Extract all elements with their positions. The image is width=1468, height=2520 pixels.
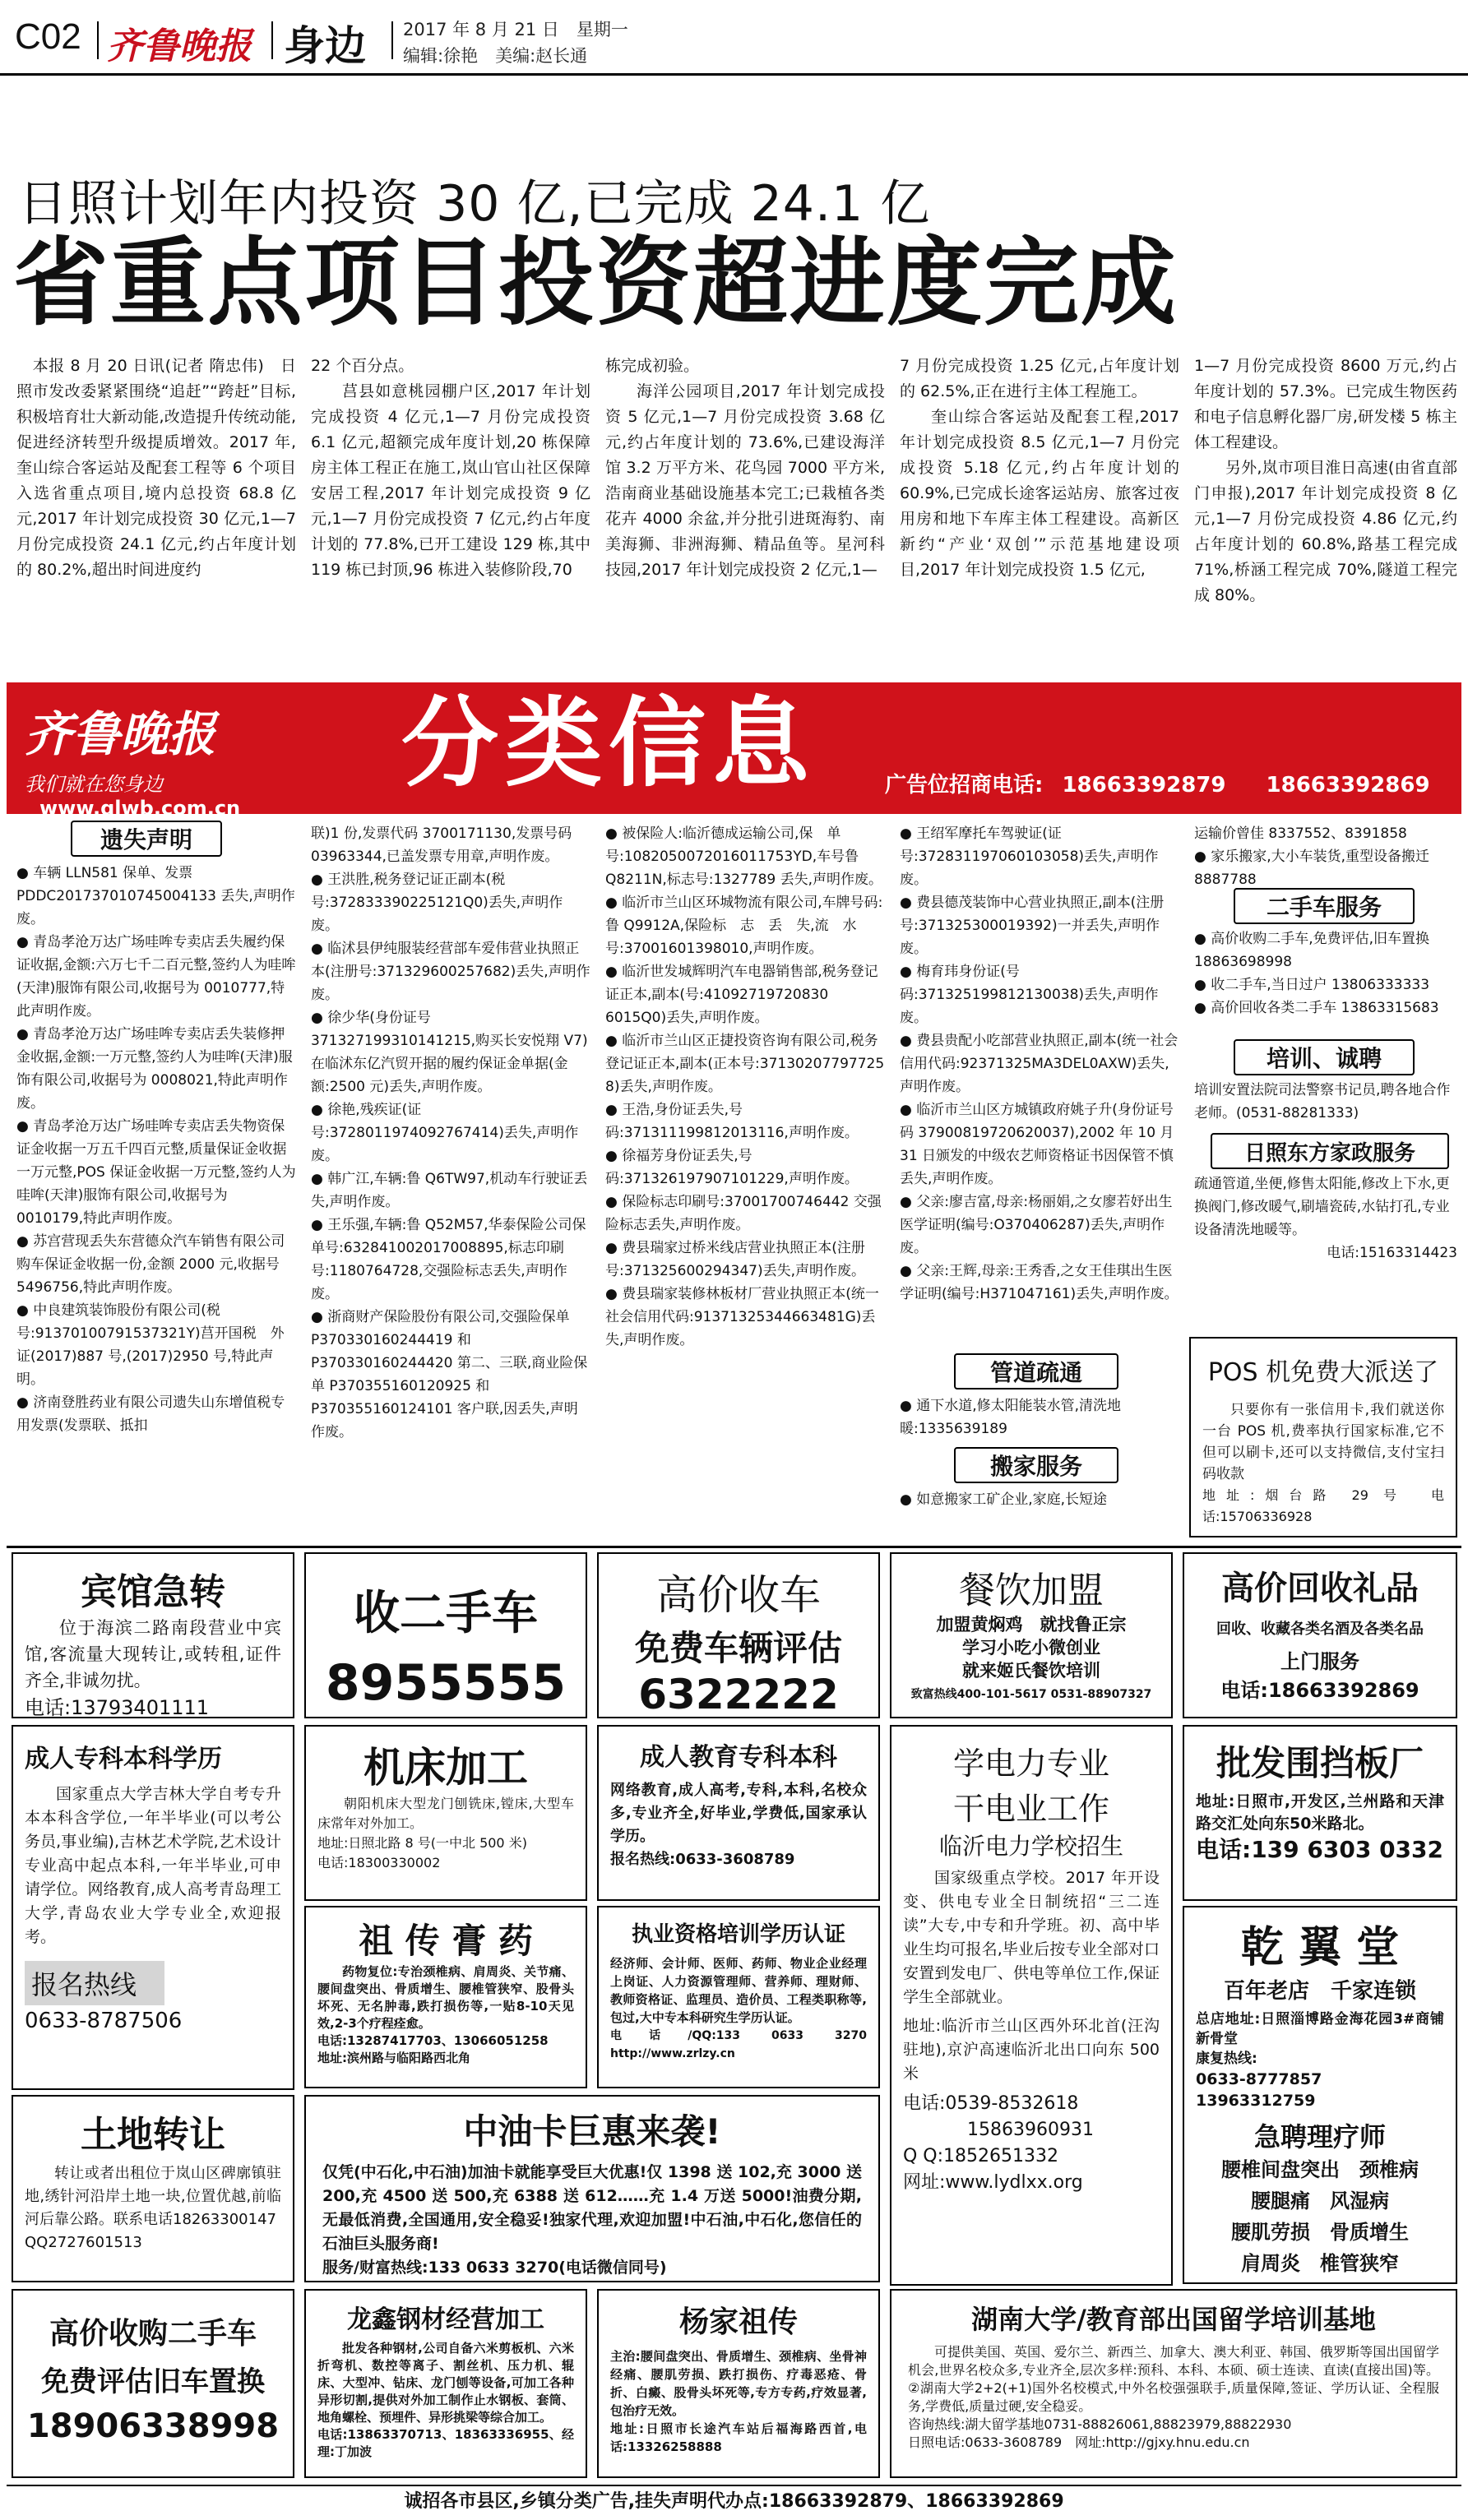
banner-slogan: 我们就在您身边 (25, 773, 163, 796)
notice-item: ● 中良建筑装饰股份有限公司(税号:913701007915373​21Y)莒开国税 外证(2017)887 号,(2017)2950 号,特此声明。 (16, 1302, 285, 1388)
notice-item: ● 被保险人:临沂德成运输公司,保 单 号:1082050072016011753YD,车号鲁 Q8211N,标志号:1327789 丢失,声明作废。 (605, 825, 883, 888)
notice-item: ● 车辆 LLN581 保单、发票 PDDC201737010745004133 丢失,声明作废。 (16, 865, 295, 927)
article-paragraph: 1—7 月份完成投资 8600 万元,约占年度计划的 57.3%。已完成生物医药和电子信息孵化器厂房,研发楼 5 栋主体工程建设。 (1194, 357, 1457, 451)
banner-hotline (885, 768, 1430, 798)
notice-item: ● 费县贵配小吃部营业执照正,副本(统一社会信用代码:92371325MA3DEL0AXW)丢失,声明作废。 (900, 1033, 1179, 1095)
notice-item: ● 临沂世发城辉明汽车电器销售部,税务登记证正本,副本(号:41092719720830​6015Q0)丢失,声明作废。 (605, 964, 878, 1026)
article-paragraph: 莒县如意桃园棚户区,2017 年计划完成投资 4 亿元,1—7 月份完成投资 6.1 亿元,超额完成年度计划,20 栋保障房主体工程正在施工,岚山官山社区保障安居工程,2017 年计划完成投资 9 亿元,1—7 月份完成投资 7 亿元,约占年度计划的 77.8%,已开工建设 129 栋,其中 119 栋已封顶,96 栋进入装修阶段,70 (311, 382, 590, 579)
housekeeping-heading: 日照东方家政服务 (1211, 1133, 1449, 1169)
pos-title: POS 机免费大派送了 (1207, 1358, 1439, 1387)
banner-title: 分类信息 (401, 687, 817, 800)
notice-item: ● 王浩,身份证丢失,号码:37131119981201311​6,声明作废。 (605, 1102, 859, 1141)
pos-addr: 地址:烟台路 29 号 电话:15706336928 (1202, 1487, 1444, 1524)
notice-item: ● 临沂市兰山区正捷投资咨询有限公司,税务登记证正本,副本(正本号:37130207797725​8)丢失,声明作废。 (605, 1033, 885, 1095)
notice-item: ● 浙商财产保险股份有限公司,交强险保单 P370330160244419 和 P370330160244420 第二、三联,商业险保单 P370355160120925 和 P370355160124101 客户联,因丢失,声明作废。 (311, 1309, 588, 1440)
hotline-phone-1: 18663392879 (1062, 773, 1226, 798)
lost-heading: 遗失声明 (71, 821, 222, 857)
section-name: 身边 (284, 22, 366, 70)
notice-item: ● 苏宫营现丢失东营德众汽车销售有限公司购车保证金收据一份,金额 2000 元,收据号 5496756,特此声明作废。 (16, 1233, 285, 1296)
article-title: 省重点项目投资超进度完成 (13, 228, 1178, 339)
newspaper-logo: 齐鲁晚报 (107, 25, 252, 67)
article-paragraph: 22 个百分点。 (311, 357, 414, 375)
ad-qualification: 执业资格培训学历认证 经济师、会计师、医师、药师、物业企业经理上岗证、人力资源管理师、营养师、理财师、教师资格证、监理员、造价员、工程类职称等,包过,大中专本科研究生学历认证。 电话/QQ:133 0633 3270 http://www.zrlzy.cn (597, 1906, 880, 2088)
classified-column (605, 822, 885, 1546)
masthead-divider (97, 21, 99, 59)
used-car-list: ● 高价收购二手车,免费评估,旧车置换 18863698998 ● 收二手车,当日过户 13806333333 ● 高价回收各类二手车 13863315683 (1194, 931, 1439, 1016)
article-paragraph: 栋完成初验。 (605, 357, 700, 375)
article-column (605, 354, 885, 682)
article-paragraph: 另外,岚市项目淮日高速(由省直部门申报),2017 年计划完成投资 8 亿元,1—7 月份完成投资 4.86 亿元,约占年度计划的 60.8%,路基工程完成 71%,桥涵工程完成 70%,隧道工程完成 80%。 (1194, 459, 1457, 604)
training-text: 培训安置法院司法警察书记员,聘各地合作老师。(0531-88281333) (1194, 1082, 1451, 1121)
notice-item: ● 梅育玮身份证(号码:37132519981213003​8)丢失,声明作废。 (900, 964, 1159, 1026)
masthead (0, 0, 1468, 76)
hotline-label: 广告位招商电话: (885, 773, 1044, 798)
notice-item: 联)1 份,发票代码 3700171130,发票号码 03963344,已盖发票专用章,声明作废。 (311, 825, 572, 865)
moving-heading: 搬家服务 (954, 1447, 1118, 1483)
ad-power-school: 学电力专业 干电业工作 临沂电力学校招生 国家级重点学校。2017 年开设变、供电专业全日制统招“三二连读”大专,中专和升学班。初、高中毕业生均可报名,毕业后按专业全部对口安置到发电厂、供电等单位工作,保证学生全部就业。 地址:临沂市兰山区西外环北首(汪沟驻地),京沪高速临沂北出口向东 500 米 电话:0539-8532618 15863960931 Q Q:1852651332 网址:www.lydlxx.org (890, 1725, 1173, 2286)
ad-fence: 批发围挡板厂 地址:日照市,开发区,兰州路和天津路交汇处向东50米路北。 电话:139 6303 0332 (1183, 1725, 1457, 1901)
notice-item: ● 王绍军摩托车驾驶证(证号:37283119706010​3058)丢失,声明作废。 (900, 825, 1159, 888)
notice-item: ● 王洪胜,税务登记证正副本(税号:37283339022512​1Q0)丢失,声明作废。 (311, 872, 563, 934)
notice-item: ● 费县瑞家过桥米线店营业执照正本(注册号:371325600294347)丢失,声明作废。 (605, 1240, 866, 1279)
notice-item: ● 韩广江,车辆:鲁 Q6TW97,机动车行驶证丢失,声明作废。 (311, 1171, 588, 1210)
editors: 编辑:徐艳 美编:赵长通 (403, 46, 588, 66)
hotline-phone-2: 18663392869 (1266, 773, 1430, 798)
notice-item: ● 徐艳,残疾证(证号:37280119740927674​14)丢失,声明作废。 (311, 1102, 579, 1164)
ad-gifts: 高价回收礼品 回收、收藏各类名酒及各类名品 上门服务 电话:18663392869 (1183, 1552, 1457, 1718)
notice-item: ● 父亲:王辉,母亲:王秀香,之女王佳琪出生医学证明(编号:H371047161)丢失,声明作废。 (900, 1263, 1179, 1302)
notice-item: ● 青岛孝沧万达广场哇哞专卖店丢失物资保证金收据一万五千四百元整,质量保证金收据一万元整,POS 保证金收据一万元整,签约人为哇哞(天津)服饰有限公司,收据号为 0010179,特此声明作废。 (16, 1118, 296, 1227)
notice-item: ● 临沭县伊纯服装经营部车爱伟营业执照正本(注册号:371329600257682)丢失,声明作废。 (311, 941, 590, 1003)
ad-catering: 餐饮加盟 加盟黄焖鸡 就找鲁正宗 学习小吃小微创业 就来姬氏餐饮培训 致富热线400-101-5617 0531-88907327 (890, 1552, 1173, 1718)
ad-land: 土地转让 转让或者出租位于岚山区碑廓镇驻地,绣针河沿岸土地一块,位置优越,前临河后靠公路。联系电话18263300147 QQ2727601513 (12, 2095, 294, 2282)
banner-logo: 齐鲁晚报 (25, 706, 216, 762)
notice-item: ● 济南登胜药业有限公司遗失山东增值税专用发票(发票联、抵扣 (16, 1394, 285, 1434)
ad-machine: 机床加工 朝阳机床大型龙门刨铣床,镗床,大型车床常年对外加工。 地址:日照北路 8 号(一中北 500 米) 电话:18300330002 (304, 1725, 587, 1901)
moving-text: ● 如意搬家工矿企业,家庭,长短途 (900, 1491, 1108, 1508)
notice-item: ● 徐少华(身份证号 371327199310141215,购买长安悦翔 V7)在临沭东亿汽贸开据的履约保证金单据(金额:2500 元)丢失,声明作废。 (311, 1010, 588, 1095)
training-heading: 培训、诚聘 (1234, 1039, 1415, 1075)
notice-item: ● 徐福芳身份证丢失,号码:37132619790710122​9,声明作废。 (605, 1148, 859, 1187)
ad-yang-family: 杨家祖传 主治:腰间盘突出、骨质增生、颈椎病、坐骨神经痛、腰肌劳损、跌打损伤、疗毒恶疮、骨折、白癜、股骨头坏死等,专方专药,疗效显著,包治疗无效。 地址:日照市长途汽车站后福海路西首,电话:13326258888 (597, 2289, 880, 2478)
masthead-divider (391, 21, 393, 59)
notice-item: ● 费县德茂装饰中心营业执照正,副本(注册号:371325300019392)一并丢失,声明作废。 (900, 895, 1165, 957)
notice-item: ● 父亲:廖吉富,母亲:杨丽娟,之女廖若妤出生医学证明(编号:O370406287)丢失,声明作废。 (900, 1194, 1173, 1256)
ad-steel: 龙鑫钢材经营加工 批发各种钢材,公司自备六米剪板机、六米折弯机、数控等离子、割丝机、压力机、辊床、大型冲、钻床、龙门刨等设备,可加工各种异形切割,提供对外加工制作止水钢板、套筒、地角螺栓、预埋件、异形挑梁等综合加工。 电话:13863370713、18363336955、经理:丁加波 (304, 2289, 587, 2478)
pos-body: 只要你有一张信用卡,我们就送你一台 POS 机,费率执行国家标准,它不但可以刷卡,还可以支持微信,支付宝扫码收款 (1202, 1402, 1444, 1482)
classified-column: 运输价曾佳 8337552、8391858 ● 家乐搬家,大小车装货,重型设备搬迁 8887788 (1194, 825, 1430, 888)
notice-item: ● 王乐强,车辆:鲁 Q52M57,华泰保险公司保单号:63284100​2017008895,标志印刷号:1180764728,交强险标志丢失,声明作废。 (311, 1217, 586, 1302)
ad-hunan-university: 湖南大学/教育部出国留学培训基地 可提供美国、英国、爱尔兰、新西兰、加拿大、澳大利亚、韩国、俄罗斯等国出国留学机会,世界名校众多,专业齐全,层次多样:预科、本科、本硕、硕士连读、直读(直接出国)等。②湖南大学2+2(+1)国外名校模式,中外名校强强联手,质量保障,签证、学历认证、全程服务,学费低,质量过硬,安全稳妥。 咨询热线:湖大留学基地0731-88826061,88823979,88822930 日照电话:0633-3608789 网址:http://gjxy.hnu.edu.cn (890, 2289, 1457, 2478)
ad-adult-edu: 成人专科本科学历 国家重点大学吉林大学自考专升本本科含学位,一年半毕业(可以考公务员,事业编),吉林艺术学院,艺术设计专业高中起点本科,一年半毕业,可申请学位。网络教育,成人高考青岛理工大学,青岛农业大学专业全,欢迎报考。 报名热线 0633-8787506 (12, 1725, 294, 2090)
pipe-text: ● 通下水道,修太阳能装水管,清洗地暖:13356​39189 (900, 1398, 1122, 1437)
housekeeping-text: 疏通管道,坐便,修售太阳能,修改上下水,更换阀门,修改暖气,刷墙瓷砖,水钻打孔,专业设备清洗地暖等。 电话:15163314423 (1194, 1176, 1457, 1261)
banner-url: www.qlwb.com.cn (39, 797, 241, 820)
pipe-heading: 管道疏通 (954, 1353, 1118, 1389)
ad-used-car: 收二手车 8955555 (304, 1552, 587, 1718)
article-paragraph: 海洋公园项目,2017 年计划完成投资 5 亿元,1—7 月份完成投资 3.68 亿元,约占年度计划的 73.6%,已建设海洋馆 3.2 万平方米、花鸟园 7000 平方米,浩南商业基础设施基本完工;已栽植各类花卉 4000 余盆,并分批引进斑海豹、南美海狮、非洲海狮、精品鱼等。星河科技园,2017 年计划完成投资 2 亿元,1— (605, 382, 885, 579)
section-divider (7, 1546, 1461, 1548)
used-car-heading: 二手车服务 (1234, 888, 1415, 924)
article-column (900, 354, 1179, 682)
article-paragraph: 本报 8 月 20 日讯(记者 隋忠伟) 日照市发改委紧紧围绕“追赶”“跨赶”目标,积极培育壮大新动能,改造提升传统动能,促进经济转型升级提质增效。2017 年,奎山综合客运站及配套工程等 6 个项目入选省重点项目,境内总投资 68.8 亿元,2017 年计划完成投资 30 亿元,1—7 月份完成投资 24.1 亿元,约占年度计划的 80.2%,超出时间进度约 (16, 357, 296, 579)
notice-item: ● 临沂市兰山区环城物流有限公司,车牌号码:鲁 Q9912A,保险标 志 丢 失,流 水 号:37001601398010,声明作废。 (605, 895, 883, 957)
hotline-phone: 0633-8787506 (25, 2009, 183, 2033)
footer-text: 诚招各市县区,乡镇分类广告,挂失声明代办点:18663392879、18663392869 (404, 2491, 1064, 2512)
ad-used-car-2: 高价收购二手车 免费评估旧车置换 18906338998 (12, 2289, 294, 2478)
ad-oil-card: 中油卡巨惠来袭! 仅凭(中石化,中石油)加油卡就能享受巨大优惠!仅 1398 送 102,充 3000 送 200,充 4500 送 500,充 6388 送 612……充 1.4 万送 5000!油费分期,无最低消费,全国通用,安全稳妥!独家代理,欢迎加盟!中石油,中石化,您信任的石油巨头服务商! 服务/财富热线:133 0633 3270(电话微信同号) (304, 2095, 880, 2282)
notice-item: ● 保险标志印刷号:37001700746442 交强险标志丢失,声明作废。 (605, 1194, 882, 1233)
hotline-label: 报名热线 (25, 1961, 164, 2005)
article-column (311, 354, 590, 682)
article-paragraph: 奎山综合客运站及配套工程,2017 年计划完成投资 8.5 亿元,1—7 月份完成投资 5.18 亿元,约占年度计划的 60.9%,已完成长途客运站房、旅客过夜用房和地下车库主体工程建设。高新区新约“产业‘双创’”示范基地建设项目,2017 年计划完成投资 1.5 亿元, (900, 408, 1179, 579)
banner-logo-box (25, 696, 370, 820)
page-code: C02 (15, 16, 81, 57)
notice-item: ● 青岛孝沧万达广场哇哞专卖店丢失装修押金收据,金额:一万元整,签约人为哇哞(天津)服饰有限公司,收据号为 0008021,特此声明作废。 (16, 1026, 293, 1112)
pos-ad (1189, 1337, 1457, 1537)
notice-item: ● 青岛孝沧万达广场哇哞专卖店丢失履约保证收据,金额:六万七千二百元整,签约人为哇哞(天津)服饰有限公司,收据号为 0010777,特此声明作废。 (16, 934, 296, 1020)
classified-column (311, 822, 590, 1546)
issue-date: 2017 年 8 月 21 日 星期一 (403, 20, 628, 39)
notice-item: ● 临沂市兰山区方城镇政府姚子升(身份证号码 37900819720620037),2002 年 10 月 31 日颁发的中级农艺师资格证书因保管不慎丢失,声明作废。 (900, 1102, 1174, 1187)
notice-item: ● 费县瑞家装修林板材厂营业执照正本(统一社会信用代码:913713253446634​81G)丢失,声明作废。 (605, 1286, 879, 1348)
article-column (16, 354, 296, 682)
ad-medicine: 祖 传 膏 药 药物复位:专治颈椎病、肩周炎、关节痛、腰间盘突出、骨质增生、腰椎管狭窄、股骨头坏死、无名肿毒,跌打损伤等,一贴8-10天见效,2-3个疗程痊愈。 电话:13287417703、13066051258 地址:滨州路与临阳路西北角 (304, 1906, 587, 2088)
ad-hotel: 宾馆急转 位于海滨二路南段营业中宾馆,客流量大现转让,或转租,证件齐全,非诚勿扰。 电话:13793401111 (12, 1552, 294, 1718)
article-column (1194, 354, 1457, 682)
ad-car-buy: 高价收车 免费车辆评估 6322222 (597, 1552, 880, 1718)
ad-adult-edu-2: 成人教育专科本科 网络教育,成人高考,专科,本科,名校众多,专业齐全,好毕业,学费低,国家承认学历。 报名热线:0633-3608789 (597, 1725, 880, 1901)
ad-pharmacy: 乾 翼 堂 百年老店 千家连锁 总店地址:日照淄博路金海花园3#商铺新骨堂 康复热线: 0633-8777857 13963312759 急聘理疗师 腰椎间盘突出 颈椎病 腰腿痛 风湿病 腰肌劳损 骨质增生 肩周炎 椎管狭窄 (1183, 1906, 1457, 2284)
classified-column (900, 822, 1179, 1348)
footer-bar (7, 2485, 1461, 2518)
article-subtitle: 日照计划年内投资 30 亿,已完成 24.1 亿 (18, 175, 931, 233)
article-paragraph: 7 月份完成投资 1.25 亿元,占年度计划的 62.5%,正在进行主体工程施工。 (900, 357, 1179, 400)
classified-column (16, 862, 296, 1546)
classified-banner (7, 682, 1461, 820)
masthead-divider (271, 21, 273, 59)
